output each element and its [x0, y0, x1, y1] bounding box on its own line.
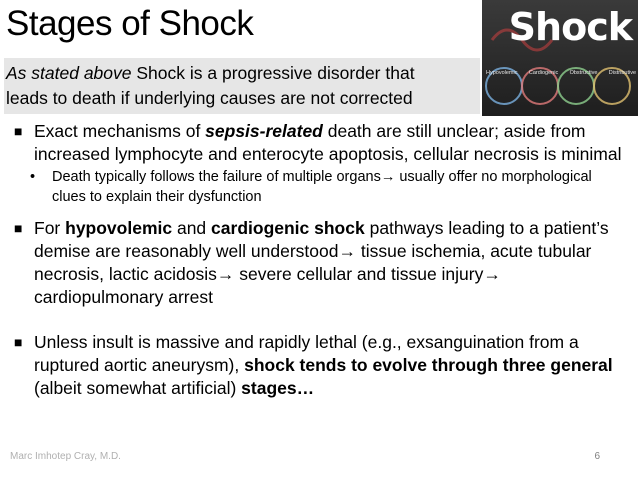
bullet-text: Exact mechanisms of [34, 121, 206, 141]
bullet-text: Unless insult is massive and rapidly lethal (e.g., exsanguination from a ruptured aortic aneurysm), [34, 332, 579, 375]
emphasis-three-general: shock tends to evolve through three general [244, 355, 613, 375]
bullet-marker: ■ [14, 334, 23, 350]
slide-body [14, 120, 624, 400]
bullet-text: severe cellular and tissue injury [234, 264, 484, 284]
callout-italic-lead: As stated above [6, 63, 132, 83]
bullet-text: death are still unclear; aside from increased lymphocyte and enterocyte apoptosis, cellular necrosis is minimal [34, 121, 622, 164]
bullet-marker: ■ [14, 123, 23, 139]
banner-labels [486, 70, 636, 76]
emphasis-hypovolemic: hypovolemic [65, 218, 173, 238]
sub-bullet-marker: • [30, 169, 36, 185]
slide-title: Stages of Shock [6, 4, 254, 43]
page-number: 6 [594, 451, 600, 462]
sub-bullet-text: usually offer no morphological clues to explain their dysfunction [52, 169, 592, 205]
bullet-text: pathways leading to a patient’s demise are reasonably well understood [34, 218, 609, 261]
bullet-marker: ■ [14, 220, 23, 236]
emphasis-cardiogenic-shock: cardiogenic shock [211, 218, 365, 238]
banner-word: Shock [508, 5, 632, 49]
arrow-icon: → [380, 169, 396, 185]
sub-bullet-text: Death typically follows the failure of multiple organs [52, 169, 381, 185]
banner-label-cardiogenic: Cardiogenic [528, 70, 559, 76]
bullet-text: and [172, 218, 212, 238]
bullet-text: For [34, 218, 66, 238]
footer-author: Marc Imhotep Cray, M.D. [10, 451, 121, 462]
callout-line2: leads to death if underlying causes are not corrected [6, 88, 413, 108]
emphasis-stages: stages… [241, 378, 315, 398]
arrow-icon: → [216, 264, 235, 284]
callout-line1-rest: Shock is a progressive disorder that [131, 63, 415, 83]
shock-banner-image [482, 0, 638, 116]
banner-label-hypovolemic: Hypovolemic [486, 70, 518, 76]
banner-label-obstructive: Obstructive [569, 70, 598, 76]
callout-text [6, 61, 476, 111]
bullet-text: cardiopulmonary arrest [34, 287, 213, 307]
bullet-hypovolemic [14, 217, 624, 309]
banner-label-distributive: Distributive [608, 70, 636, 76]
bullet-text: tissue ischemia, acute tubular necrosis, lactic acidosis [34, 241, 592, 284]
bullet-text: (albeit somewhat artificial) [34, 378, 242, 398]
emphasis-sepsis-related: sepsis-related [205, 121, 323, 141]
arrow-icon: → [338, 241, 356, 261]
sub-bullet-death [14, 167, 624, 207]
bullet-sepsis [14, 120, 624, 166]
arrow-icon: → [483, 264, 501, 284]
bullet-stages [14, 331, 624, 400]
